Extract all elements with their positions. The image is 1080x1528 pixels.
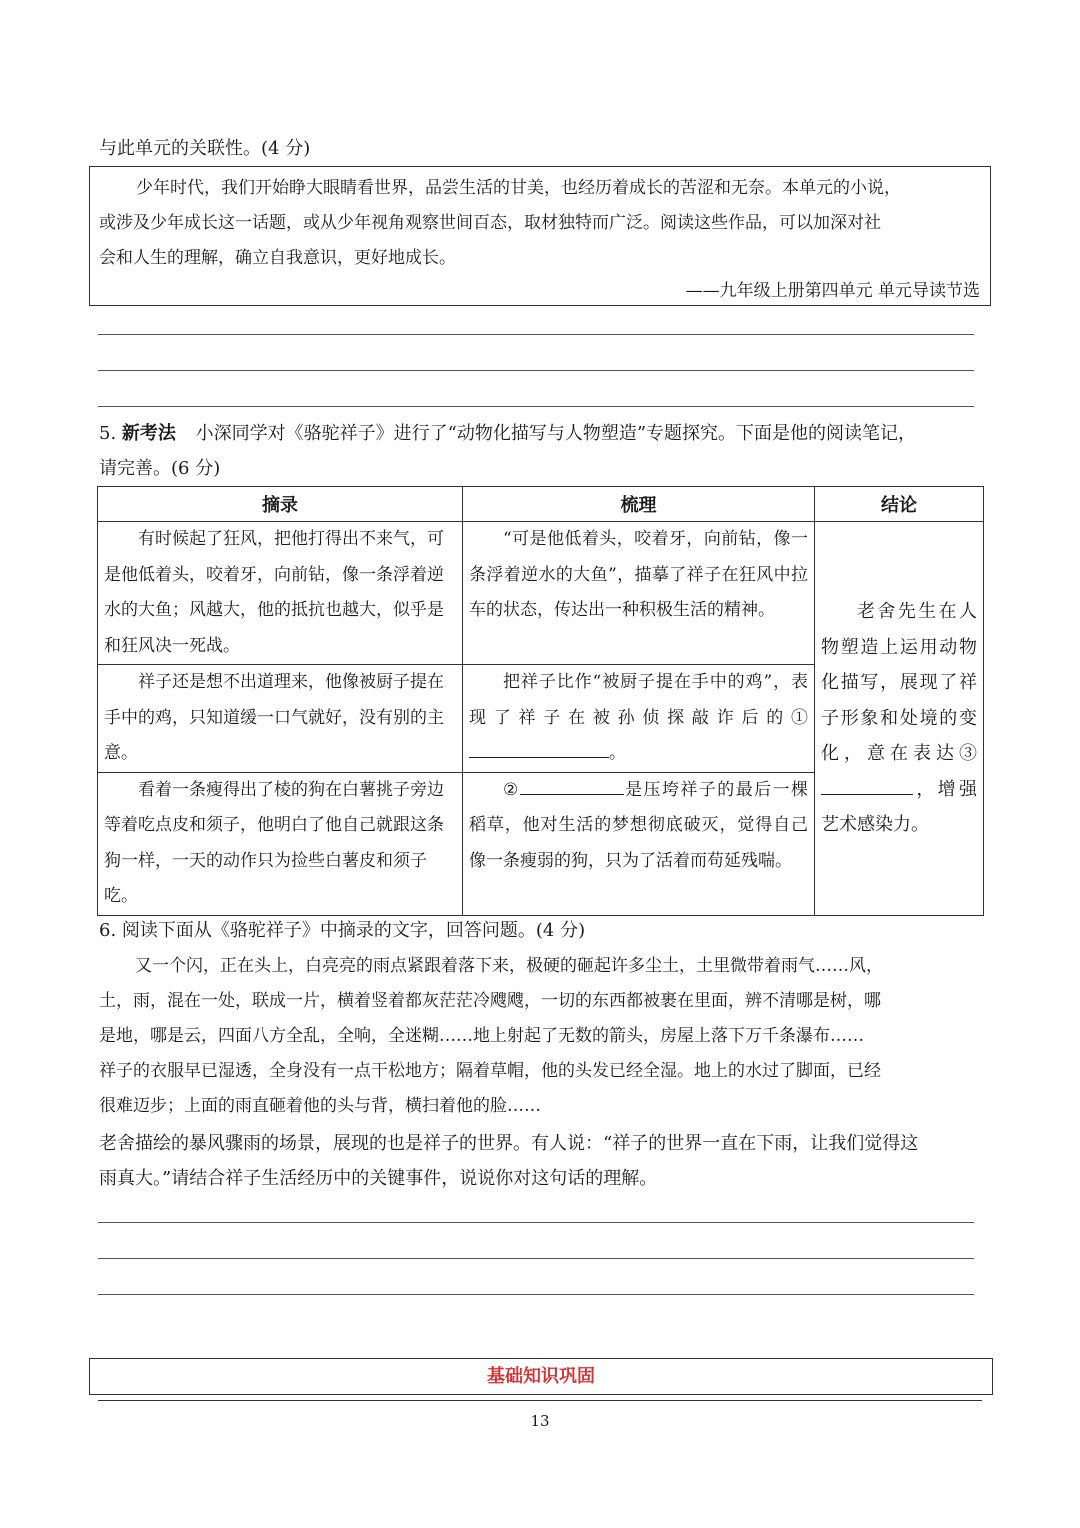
analysis-cell xyxy=(469,665,808,772)
footer-divider xyxy=(98,1400,982,1401)
conclusion-cell xyxy=(821,594,977,843)
q6-question-line: 老舍描绘的暴风骤雨的场景，展现的也是祥子的世界。有人说：“祥子的世界一直在下雨，让我们觉得这 xyxy=(99,1133,919,1154)
answer-line[interactable] xyxy=(98,370,974,371)
q6-heading: 6. 阅读下面从《骆驼祥子》中摘录的文字，回答问题。(4 分) xyxy=(99,920,586,941)
q5-tag: 新考法 xyxy=(121,423,176,444)
q6-passage-line: 土，雨，混在一处，联成一片，横着竖着都灰茫茫冷飕飕，一切的东西都被裹在里面，辨不清哪是树，哪 xyxy=(99,991,881,1011)
quote-line-3: 会和人生的理解，确立自我意识，更好地成长。 xyxy=(99,248,456,268)
excerpt-cell: 祥子还是想不出道理来，他像被厨子提在手中的鸡，只知道缓一口气就好，没有别的主意。 xyxy=(104,672,444,763)
excerpt-cell: 有时候起了狂风，把他打得出不来气，可是他低着头，咬着牙，向前钻，像一条浮着逆水的大鱼；风越大，他的抵抗也越大，似乎是和狂风决一死战。 xyxy=(104,529,444,656)
blank-1-mark: ① xyxy=(791,707,808,728)
question-tail: 与此单元的关联性。(4 分) xyxy=(99,138,311,159)
header-conclusion: 结论 xyxy=(815,487,984,522)
q6-question-line: 雨真大。”请结合祥子生活经历中的关键事件，说说你对这句话的理解。 xyxy=(99,1168,658,1189)
analysis-text: 把祥子比作“被厨子提在手中的鸡”，表现了祥子在被孙侦探敲诈后的 xyxy=(469,672,808,728)
conclusion-text-end: ，增强艺术感染力。 xyxy=(821,778,977,835)
q6-passage-line: 很难迈步；上面的雨直砸着他的头与背，横扫着他的脸…… xyxy=(99,1096,541,1116)
conclusion-text: 老舍先生在人物塑造上运用动物化描写，展现了祥子形象和处境的变化，意在表达 xyxy=(821,601,977,764)
answer-line[interactable] xyxy=(98,1294,974,1295)
analysis-text-end: 。 xyxy=(609,743,626,763)
blank-3[interactable] xyxy=(821,774,913,795)
analysis-text: 是压垮祥子的最后一棵稻草，他对生活的梦想彻底破灭，觉得自己像一条瘦弱的狗，只为了活着而苟延残喘。 xyxy=(469,779,809,871)
header-analysis: 梳理 xyxy=(463,487,815,522)
analysis-cell: “可是他低着头，咬着牙，向前钻，像一条浮着逆水的大鱼”，描摹了祥子在狂风中拉车的状态，传达出一种积极生活的精神。 xyxy=(469,529,808,620)
q6-passage-line: 又一个闪，正在头上，白亮亮的雨点紧跟着落下来，极硬的砸起许多尘土，土里微带着雨气……风， xyxy=(135,956,883,976)
excerpt-cell: 看着一条瘦得出了棱的狗在白薯挑子旁边等着吃点皮和须子，他明白了他自己就跟这条狗一样，一天的动作只为捡些白薯皮和须子吃。 xyxy=(104,779,444,906)
blank-1[interactable] xyxy=(469,737,609,758)
analysis-cell xyxy=(469,773,808,880)
quote-line-1: 少年时代，我们开始睁大眼睛看世界，品尝生活的甘美，也经历着成长的苦涩和无奈。本单元的小说， xyxy=(136,178,901,198)
header-excerpt: 摘录 xyxy=(98,487,463,522)
q5-line-2: 请完善。(6 分) xyxy=(99,458,221,479)
page-number: 13 xyxy=(530,1412,550,1430)
table-row xyxy=(98,522,984,665)
reading-notes-table xyxy=(97,486,984,916)
answer-line[interactable] xyxy=(98,1258,974,1259)
blank-2-mark: ② xyxy=(503,779,520,800)
q5-line-1 xyxy=(99,416,916,451)
q6-passage-line: 祥子的衣服早已湿透，全身没有一点干松地方；隔着草帽，他的头发已经全湿。地上的水过了脚面，已经 xyxy=(99,1061,881,1081)
answer-line[interactable] xyxy=(98,1222,974,1223)
section-title: 基础知识巩固 xyxy=(487,1366,595,1387)
quote-line-2: 或涉及少年成长这一话题，或从少年视角观察世间百态，取材独特而广泛。阅读这些作品，可以加深对社 xyxy=(99,213,881,233)
blank-2[interactable] xyxy=(520,774,624,795)
section-title-box xyxy=(89,1358,993,1395)
q6-passage-line: 是地，哪是云，四面八方全乱，全响，全迷糊……地上射起了无数的箭头，房屋上落下万千条瀑布…… xyxy=(99,1026,864,1046)
quote-source: ——九年级上册第四单元 单元导读节选 xyxy=(685,281,980,301)
blank-3-mark: ③ xyxy=(959,743,977,764)
q5-text: 小深同学对《骆驼祥子》进行了“动物化描写与人物塑造”专题探究。下面是他的阅读笔记， xyxy=(195,423,917,444)
answer-line[interactable] xyxy=(98,334,974,335)
quote-box xyxy=(89,166,991,306)
answer-line[interactable] xyxy=(98,406,974,407)
q5-number: 5. xyxy=(99,423,117,444)
